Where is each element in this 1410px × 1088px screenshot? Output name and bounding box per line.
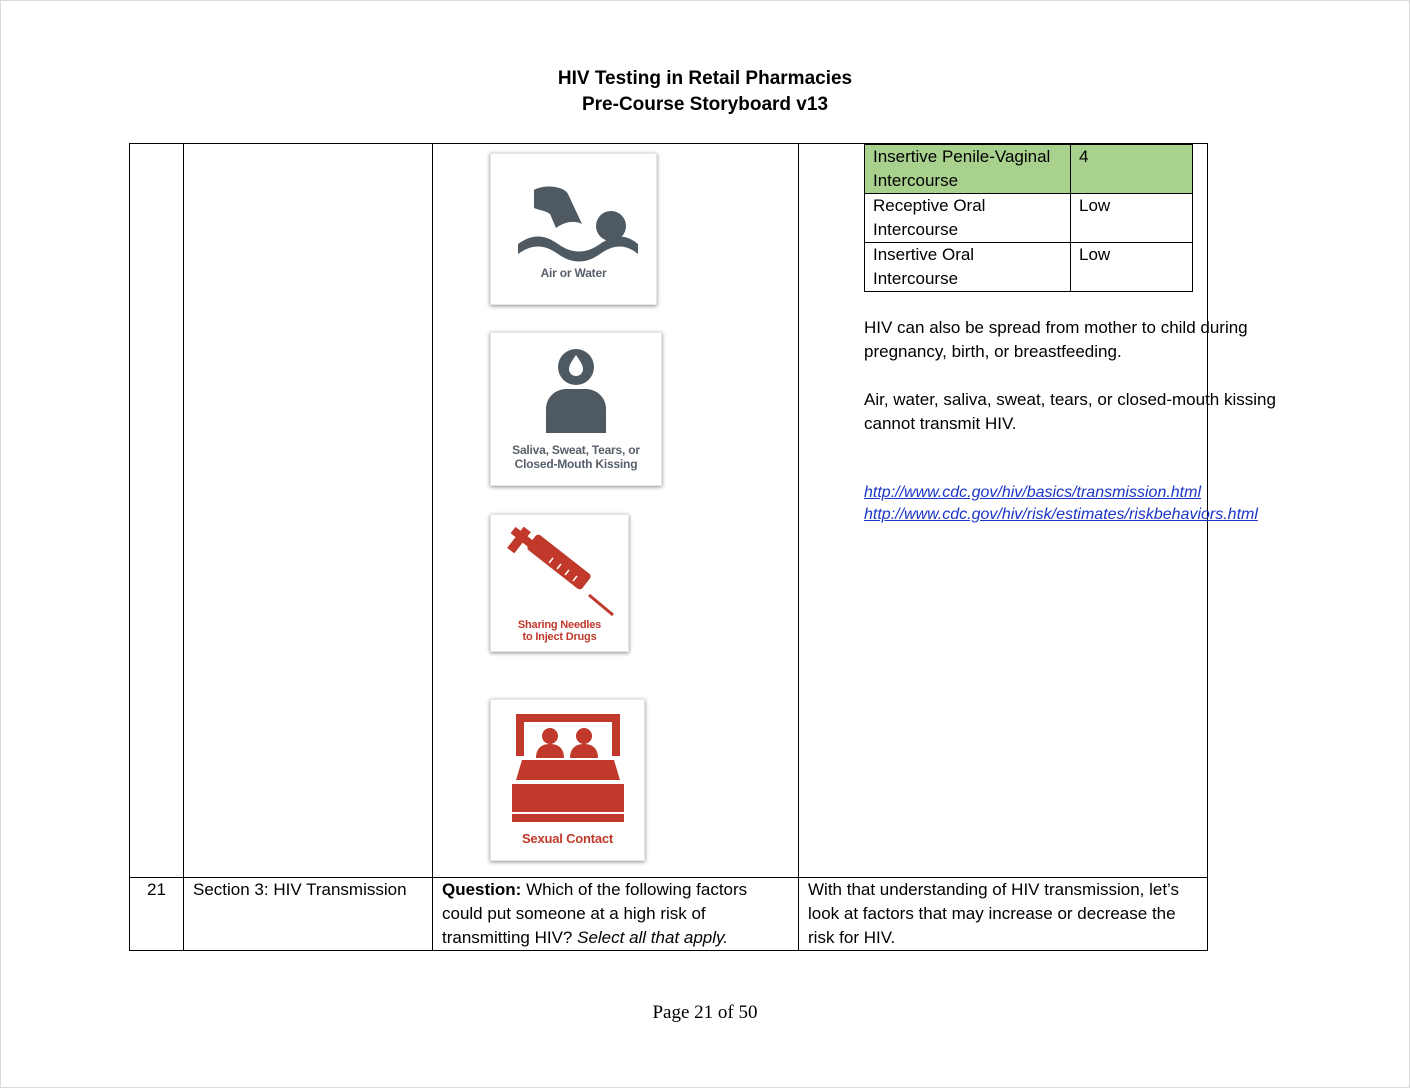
- risk-table: [864, 144, 1193, 292]
- table-row: [865, 243, 1193, 292]
- question-instruction: Select all that apply.: [577, 928, 728, 947]
- air-water-card: [490, 153, 657, 305]
- reference-links: [864, 482, 1276, 526]
- page-number: Page 21 of 50: [652, 1002, 758, 1023]
- section-cell: [184, 144, 433, 878]
- sexual-contact-card: [490, 699, 645, 861]
- mother-child-paragraph: HIV can also be spread from mother to child during pregnancy, birth, or breastfeeding.: [864, 318, 1248, 361]
- saliva-card: [490, 332, 662, 486]
- transmission-link[interactable]: http://www.cdc.gov/hiv/basics/transmission.html: [864, 484, 1202, 501]
- document-header: [0, 66, 1410, 118]
- risk-behavior: Receptive Oral Intercourse: [865, 194, 1071, 243]
- saliva-caption-line2: Closed-Mouth Kissing: [514, 457, 638, 471]
- risk-behavior: Insertive Penile-Vaginal Intercourse: [865, 145, 1071, 194]
- row-number: 21: [130, 878, 184, 951]
- saliva-caption-line1: Saliva, Sweat, Tears, or: [512, 443, 640, 457]
- risk-behaviors-link[interactable]: http://www.cdc.gov/hiv/risk/estimates/riskbehaviors.html: [864, 506, 1258, 523]
- risk-value: 4: [1071, 145, 1193, 194]
- bed-couple-icon: [508, 712, 628, 827]
- sexual-contact-caption: Sexual Contact: [521, 831, 614, 846]
- syringe-icon: [505, 523, 615, 619]
- person-tear-icon: [536, 347, 616, 433]
- section-name: Section 3: HIV Transmission: [184, 878, 433, 951]
- question-label: Question:: [442, 880, 522, 899]
- needles-caption-line1: Sharing Needles: [517, 619, 602, 631]
- air-water-caption: Air or Water: [540, 266, 607, 280]
- risk-value: Low: [1071, 243, 1193, 292]
- cannot-transmit-paragraph: Air, water, saliva, sweat, tears, or closed-mouth kissing cannot transmit HIV.: [864, 390, 1276, 433]
- saliva-caption: [491, 443, 661, 471]
- risk-value: Low: [1071, 194, 1193, 243]
- needles-card: [490, 514, 629, 652]
- table-row: [130, 878, 1208, 951]
- narration-text: With that understanding of HIV transmission, let’s look at factors that may increase or decrease the risk for HIV.: [799, 878, 1208, 951]
- risk-behavior: Insertive Oral Intercourse: [865, 243, 1071, 292]
- question-text: Which of the following factors could put someone at a high risk of transmitting HIV?: [442, 880, 748, 947]
- question-cell: [433, 878, 799, 951]
- table-row: [865, 145, 1193, 194]
- needles-caption-line2: to Inject Drugs: [522, 631, 597, 643]
- document-title: HIV Testing in Retail Pharmacies: [557, 68, 853, 89]
- needles-caption: [491, 619, 628, 643]
- swimmer-icon: [504, 180, 644, 270]
- row-number-cell: [130, 144, 184, 878]
- document-subtitle: Pre-Course Storyboard v13: [581, 94, 829, 115]
- table-row: [865, 194, 1193, 243]
